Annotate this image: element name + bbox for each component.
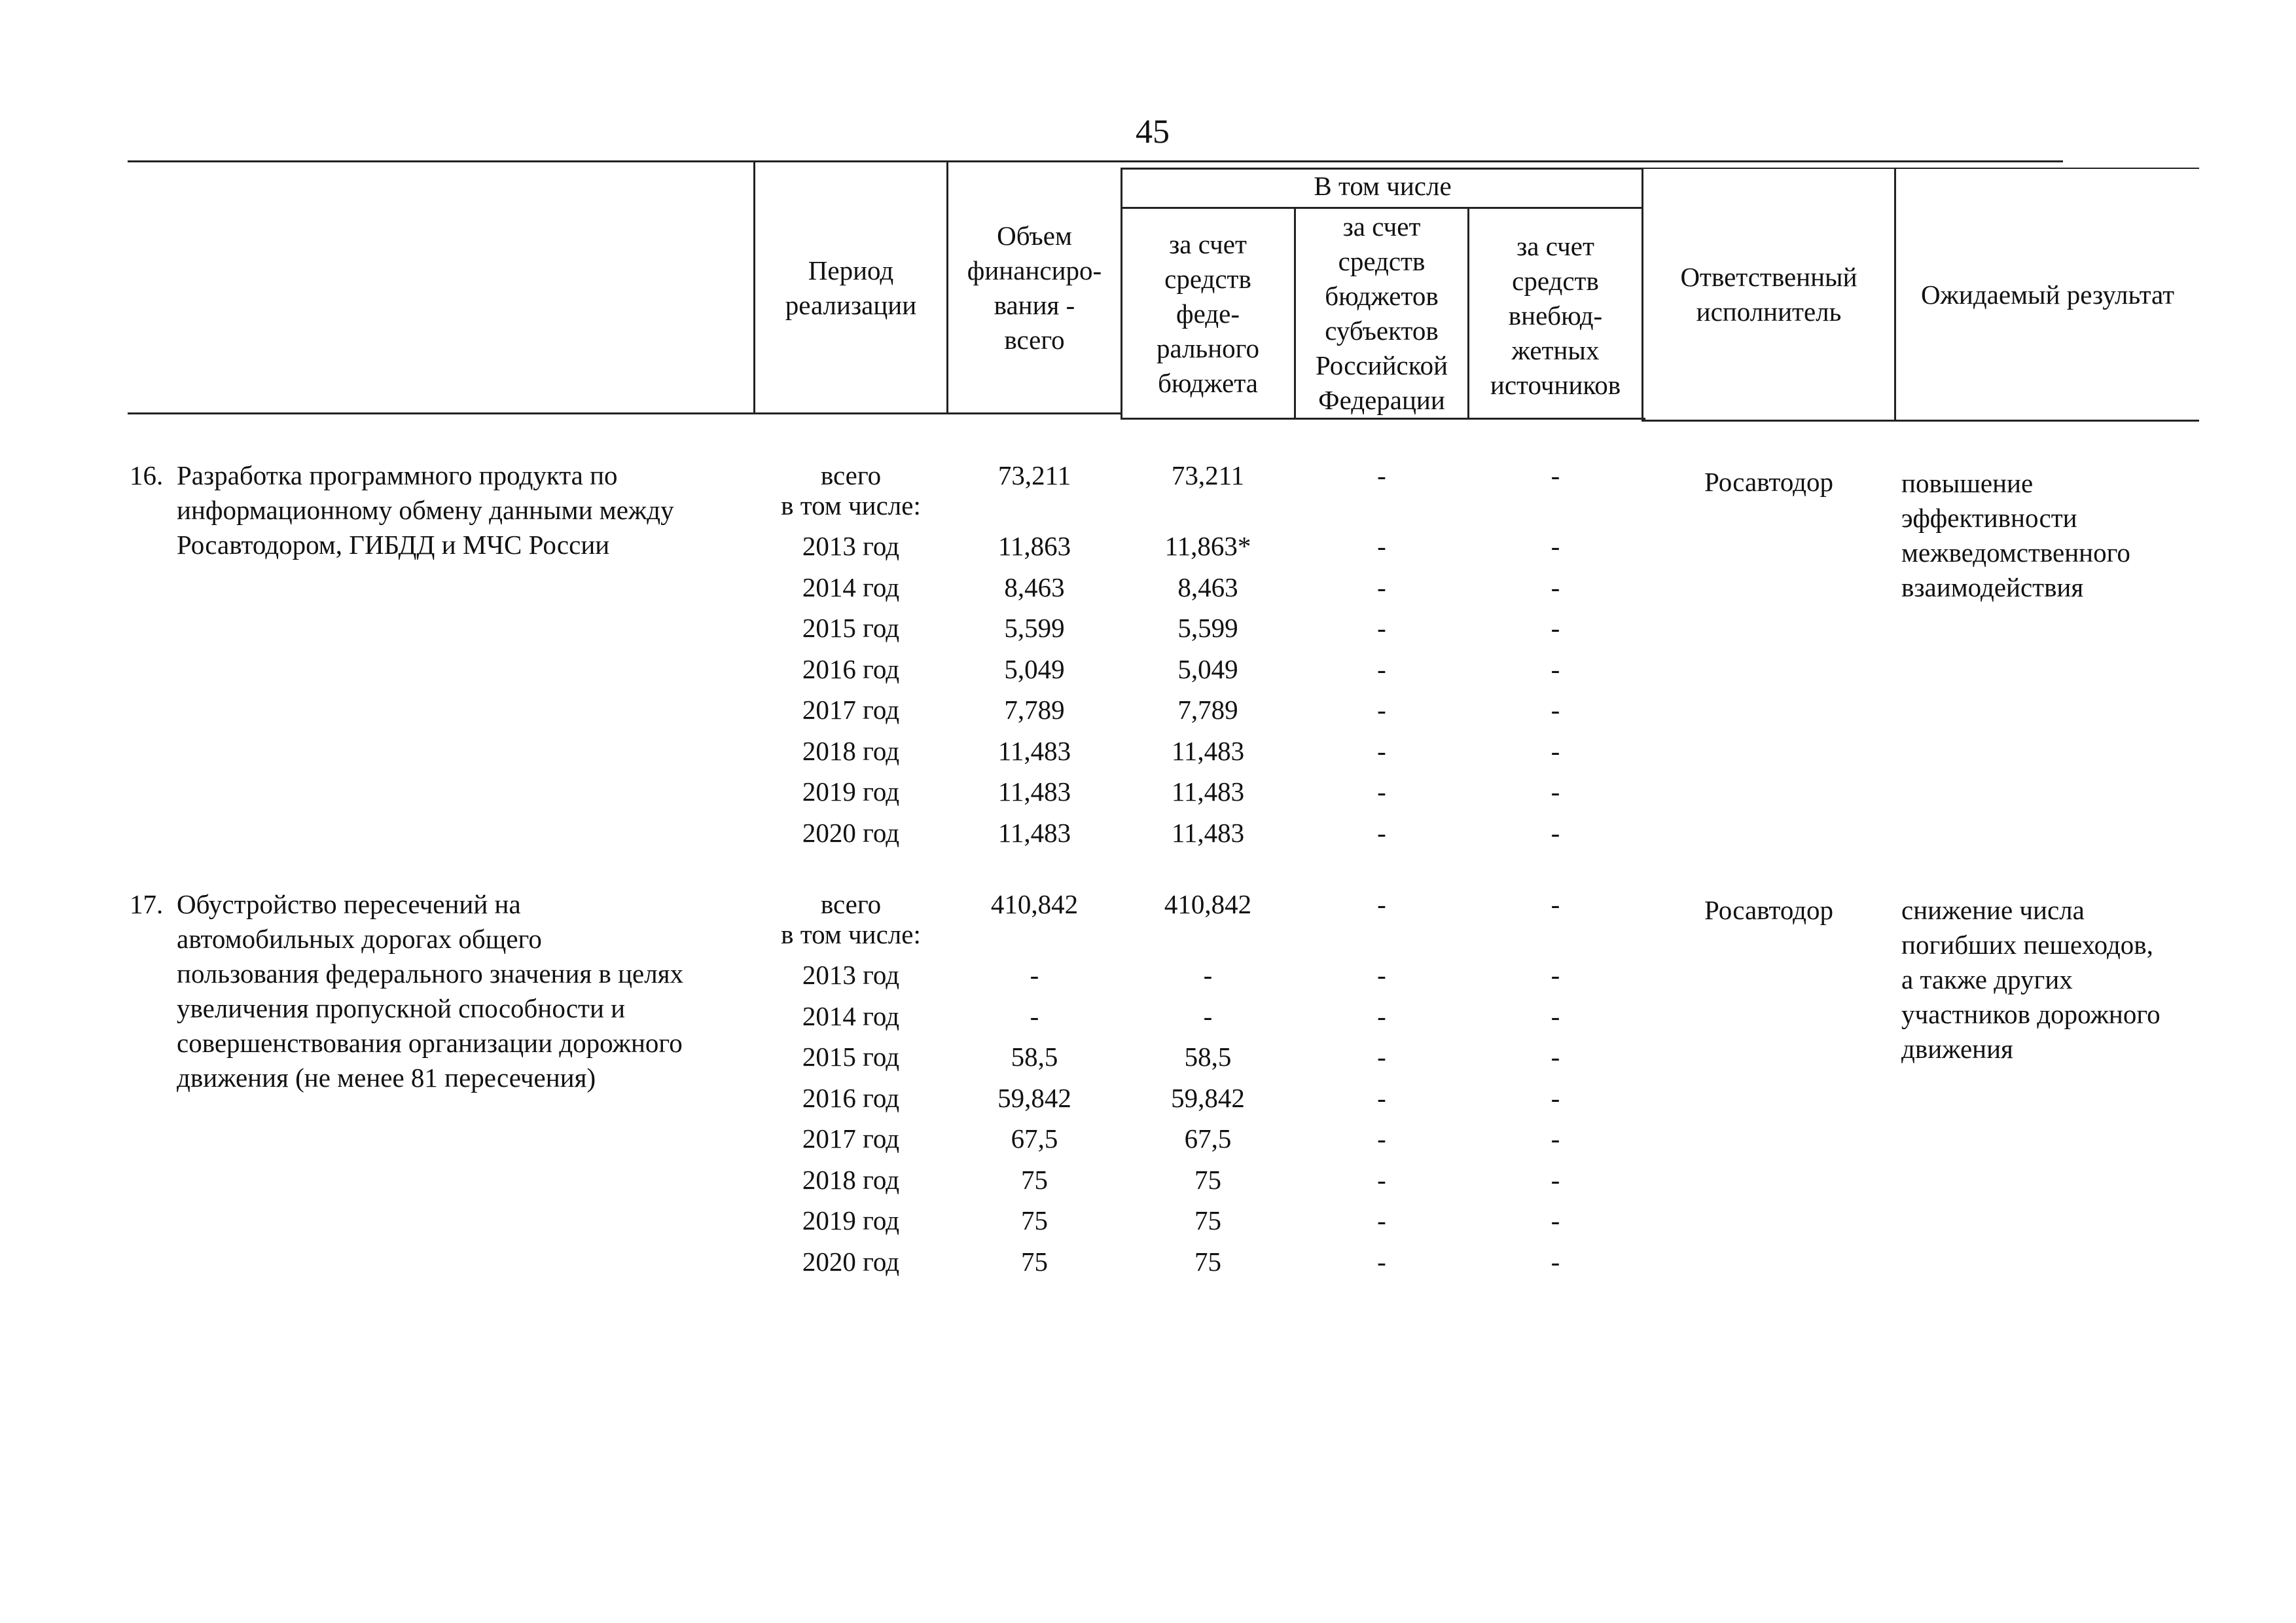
header-line: финансиро- [967, 255, 1102, 285]
header-line: Федерации [1318, 385, 1445, 415]
expected-result-line: межведомственного [1901, 538, 2130, 568]
item-description-line: Разработка программного продукта по [177, 460, 618, 490]
cell-offbudget: - [1551, 1000, 1560, 1031]
header-bottom-rule [128, 412, 1122, 414]
cell-period: 2020 год [802, 1246, 900, 1277]
cell-offbudget: - [1551, 613, 1560, 643]
item-description [130, 887, 758, 1103]
expected-result-line: а также других [1901, 964, 2073, 994]
header-line: Период [808, 255, 894, 285]
expected-result [1901, 893, 2161, 1067]
cell-regional: - [1377, 1164, 1386, 1195]
cell-period: 2013 год [802, 960, 900, 990]
item-number: 16. [130, 460, 164, 490]
cell-total: 5,599 [1004, 613, 1065, 643]
item-description-line: увеличения пропускной способности и [177, 993, 626, 1023]
cell-period: 2015 год [802, 613, 900, 643]
table-row [755, 693, 1672, 733]
cell-total: 410,842 [990, 889, 1079, 919]
header-bottom-rule-right [1641, 420, 2199, 422]
cell-offbudget: - [1551, 653, 1560, 684]
cell-federal: 7,789 [1177, 695, 1238, 725]
header-line: жетных [1511, 335, 1600, 365]
cell-federal: 58,5 [1184, 1042, 1232, 1072]
cell-total: - [1030, 1000, 1039, 1031]
header-line: источников [1490, 370, 1621, 400]
cell-regional: - [1377, 776, 1386, 807]
header-line: субъектов [1325, 316, 1439, 346]
cell-federal: 75 [1194, 1164, 1221, 1195]
header-line: рального [1157, 333, 1259, 363]
cell-offbudget: - [1551, 695, 1560, 725]
cell-period: 2014 год [802, 572, 900, 602]
item-description-line: Росавтодором, ГИБДД и МЧС России [177, 530, 610, 560]
cell-federal: - [1203, 960, 1213, 990]
cell-total: 67,5 [1011, 1123, 1058, 1154]
header-federal [1122, 227, 1294, 401]
header-line: внебюд- [1508, 301, 1603, 331]
item-description-line: информационному обмену данными между [177, 495, 674, 525]
cell-federal: 75 [1194, 1246, 1221, 1277]
cell-total: 11,483 [997, 776, 1071, 807]
cell-federal: 11,863* [1164, 531, 1251, 561]
expected-result-line: погибших пешеходов, [1901, 930, 2153, 960]
cell-offbudget: - [1551, 817, 1560, 848]
table-row [755, 816, 1672, 856]
cell-federal: 5,599 [1177, 613, 1238, 643]
header-line: бюджетов [1325, 281, 1439, 311]
expected-result [1901, 466, 2130, 605]
cell-total: 5,049 [1004, 653, 1065, 684]
cell-total: 11,483 [997, 817, 1071, 848]
expected-result-line: повышение [1901, 468, 2034, 498]
cell-offbudget: - [1551, 531, 1560, 561]
cell-total: 8,463 [1004, 572, 1065, 602]
cell-total: 75 [1021, 1205, 1048, 1235]
header-line: Ответственный [1680, 262, 1857, 292]
table-row [755, 1122, 1672, 1162]
cell-federal: 73,211 [1171, 460, 1245, 490]
cell-regional: - [1377, 460, 1386, 490]
expected-result-line: снижение числа [1901, 895, 2085, 925]
table-row [755, 1163, 1672, 1203]
cell-period: 2018 год [802, 735, 900, 766]
cell-total: 11,483 [997, 735, 1071, 766]
cell-regional: - [1377, 1246, 1386, 1277]
header-line: Объем [997, 221, 1072, 251]
expected-result-line: участников дорожного [1901, 999, 2161, 1029]
header-result [1896, 278, 2199, 312]
cell-period: 2016 год [802, 1082, 900, 1113]
cell-period: 2019 год [802, 776, 900, 807]
cell-regional: - [1377, 653, 1386, 684]
header-executor [1643, 260, 1894, 329]
cell-total: 59,842 [997, 1082, 1071, 1113]
header-line: феде- [1176, 299, 1240, 329]
cell-regional: - [1377, 613, 1386, 643]
cell-period: 2014 год [802, 1000, 900, 1031]
header-line: Ожидаемый результат [1920, 280, 2175, 310]
cell-regional: - [1377, 695, 1386, 725]
table-row [755, 570, 1672, 611]
cell-offbudget: - [1551, 1164, 1560, 1195]
table-row [755, 611, 1672, 651]
header-line: за счет [1516, 231, 1594, 261]
table-row [755, 1081, 1672, 1122]
item-description-line: автомобильных дорогах общего [177, 924, 542, 954]
cell-period: 2018 год [802, 1164, 900, 1195]
cell-offbudget: - [1551, 1246, 1560, 1277]
cell-regional: - [1377, 572, 1386, 602]
header-line: вания - [994, 290, 1075, 320]
cell-period: 2020 год [802, 817, 900, 848]
cell-offbudget: - [1551, 735, 1560, 766]
header-line: бюджета [1158, 368, 1258, 398]
header-total [948, 219, 1121, 357]
cell-offbudget: - [1551, 960, 1560, 990]
cell-offbudget: - [1551, 1042, 1560, 1072]
cell-offbudget: - [1551, 889, 1560, 919]
cell-federal: 59,842 [1171, 1082, 1245, 1113]
item-description-line: движения (не менее 81 пересечения) [177, 1063, 596, 1093]
executor-name: Росавтодор [1704, 895, 1834, 925]
cell-offbudget: - [1551, 572, 1560, 602]
table-row [755, 1203, 1672, 1244]
cell-offbudget: - [1551, 776, 1560, 807]
cell-offbudget: - [1551, 1082, 1560, 1113]
header-offbudget [1469, 229, 1641, 403]
header-period [755, 253, 946, 323]
cell-federal: 11,483 [1171, 776, 1245, 807]
header-line: за счет [1169, 229, 1247, 259]
cell-regional: - [1377, 531, 1386, 561]
cell-regional: - [1377, 817, 1386, 848]
cell-total: 75 [1021, 1164, 1048, 1195]
executor-name: Росавтодор [1704, 467, 1834, 497]
header-line: реализации [785, 290, 917, 320]
header-line: средств [1512, 266, 1599, 296]
header-line: всего [1004, 325, 1065, 355]
cell-total: 75 [1021, 1246, 1048, 1277]
table-top-rule-right [1641, 168, 2199, 169]
cell-period: 2016 год [802, 653, 900, 684]
cell-regional: - [1377, 1205, 1386, 1235]
header-regional [1296, 210, 1467, 418]
cell-period: всего [820, 889, 882, 919]
cell-total: 73,211 [997, 460, 1071, 490]
header-including: В том числе [1314, 171, 1452, 201]
cell-period: всего [820, 460, 882, 490]
cell-offbudget: - [1551, 1123, 1560, 1154]
table-row [755, 734, 1672, 775]
including-label: в том числе: [781, 919, 921, 949]
table-row [755, 999, 1672, 1040]
cell-total: 11,863 [997, 531, 1071, 561]
cell-federal: 11,483 [1171, 735, 1245, 766]
including-label: в том числе: [781, 490, 921, 520]
expected-result-line: взаимодействия [1901, 572, 2084, 602]
item-description-line: Обустройство пересечений на [177, 889, 521, 919]
including-sub-rule [1122, 207, 1643, 209]
table-top-rule [128, 160, 2063, 162]
header-line: Российской [1315, 350, 1448, 380]
item-description-line: пользования федерального значения в целях [177, 958, 684, 989]
cell-regional: - [1377, 1123, 1386, 1154]
cell-federal: 5,049 [1177, 653, 1238, 684]
cell-regional: - [1377, 1042, 1386, 1072]
cell-regional: - [1377, 735, 1386, 766]
table-row [755, 529, 1672, 570]
table-row [755, 1245, 1672, 1285]
cell-total: 7,789 [1004, 695, 1065, 725]
expected-result-line: эффективности [1901, 503, 2077, 533]
cell-period: 2017 год [802, 1123, 900, 1154]
header-line: за счет [1342, 211, 1421, 242]
cell-federal: - [1203, 1000, 1213, 1031]
cell-regional: - [1377, 960, 1386, 990]
cell-federal: 67,5 [1184, 1123, 1232, 1154]
item-description-line: совершенствования организации дорожного [177, 1028, 683, 1058]
cell-offbudget: - [1551, 1205, 1560, 1235]
cell-federal: 410,842 [1164, 889, 1252, 919]
item-number: 17. [130, 889, 164, 919]
cell-regional: - [1377, 889, 1386, 919]
table-row [755, 1040, 1672, 1080]
table-row [755, 958, 1672, 998]
page-number: 45 [1136, 113, 1170, 151]
cell-total: 58,5 [1011, 1042, 1058, 1072]
header-bottom-rule-mid [1122, 418, 1645, 420]
cell-regional: - [1377, 1000, 1386, 1031]
cell-total: - [1030, 960, 1039, 990]
cell-federal: 75 [1194, 1205, 1221, 1235]
cell-period: 2013 год [802, 531, 900, 561]
cell-period: 2019 год [802, 1205, 900, 1235]
header-line: исполнитель [1696, 297, 1842, 327]
cell-period: 2015 год [802, 1042, 900, 1072]
expected-result-line: движения [1901, 1034, 2013, 1064]
item-description [130, 458, 758, 570]
table-row [755, 652, 1672, 693]
header-line: средств [1164, 264, 1251, 294]
header-line: средств [1338, 246, 1426, 276]
cell-period: 2017 год [802, 695, 900, 725]
table-row [755, 775, 1672, 815]
cell-federal: 11,483 [1171, 817, 1245, 848]
cell-regional: - [1377, 1082, 1386, 1113]
cell-federal: 8,463 [1177, 572, 1238, 602]
cell-offbudget: - [1551, 460, 1560, 490]
